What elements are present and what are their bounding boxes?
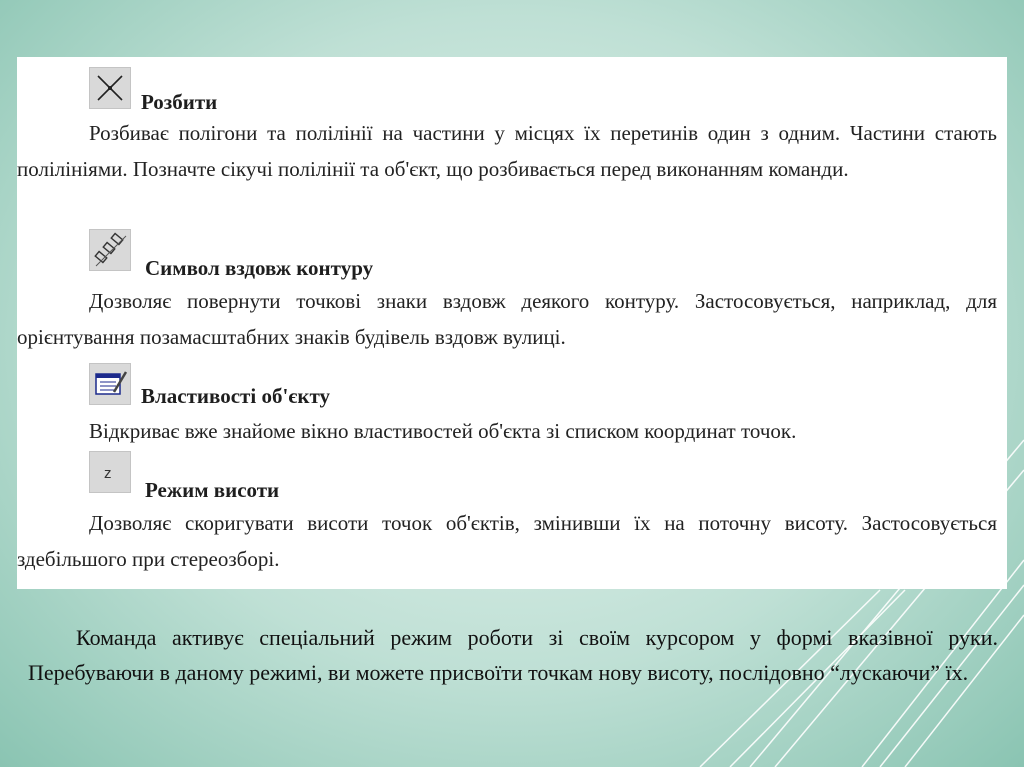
- section-title-symbol-along-contour: Символ вздовж контуру: [145, 256, 374, 280]
- section-title-object-properties: Властивості об'єкту: [141, 384, 330, 408]
- section-text-split: Розбиває полігони та полілінії на частини у місцях їх перетинів один з одним. Частини стають полілініями. Позначте сікучі полілінії та об'єкт, що розбивається перед виконанням команди.: [17, 121, 997, 181]
- section-title-split: Розбити: [141, 90, 218, 114]
- section-text-object-properties: Відкриває вже знайоме вікно властивостей об'єкта зі списком координат точок.: [89, 419, 797, 443]
- section-text-height-mode: Дозволяє скоригувати висоти точок об'єктів, змінивши їх на поточну висоту. Застосовується здебільшого при стереозборі.: [17, 511, 997, 571]
- section-text-symbol-along-contour: Дозволяє повернути точкові знаки вздовж деякого контуру. Застосовується, наприклад, для орієнтування позамасштабних знаків будівель вздовж вулиці.: [17, 289, 997, 349]
- bottom-paragraph: Команда активує спеціальний режим роботи зі своїм курсором у формі вказівної руки. Перебуваючи в даному режимі, ви можете присвоїти точкам нову висоту, послідовно “лускаючи” їх.: [28, 625, 998, 685]
- height-mode-icon: [89, 451, 131, 493]
- symbol-along-contour-icon: [89, 229, 131, 271]
- section-title-height-mode: Режим висоти: [145, 478, 280, 502]
- object-properties-icon: [89, 363, 131, 405]
- height-mode-letter: z: [104, 465, 112, 482]
- split-icon: [89, 67, 131, 109]
- scanned-document: [17, 57, 1007, 589]
